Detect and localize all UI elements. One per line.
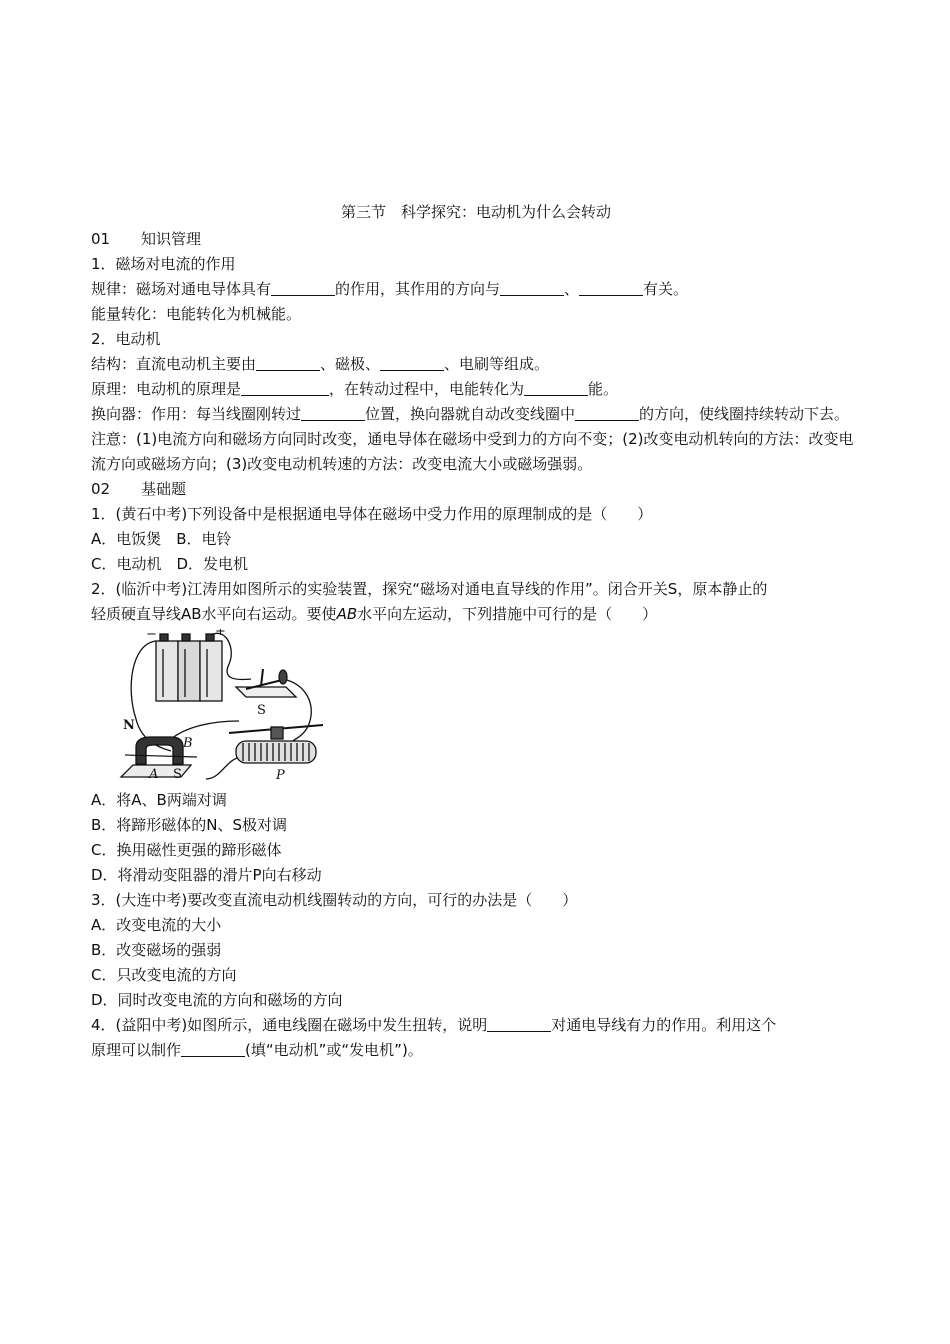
knowledge-2-commutator — [91, 402, 861, 427]
slider-p-label: P — [276, 768, 285, 783]
fill-blank — [500, 279, 564, 296]
question-3-option-a: A．改变电流的大小 — [91, 916, 222, 934]
text-segment: 水平向左运动，下列措施中可行的是（ ） — [357, 605, 658, 623]
text-segment: 原理可以制作 — [91, 1041, 182, 1059]
section-number: 02 — [91, 480, 111, 498]
text-segment: 、电刷等组成。 — [444, 355, 550, 373]
section-basic-header — [91, 477, 861, 502]
question-2-stem-line1: 2．(临沂中考)江涛用如图所示的实验装置，探究“磁场对通电直导线的作用”。闭合开关S，原本静止的 — [91, 580, 768, 598]
text-segment: 有关。 — [643, 280, 689, 298]
question-2-stem-line2 — [91, 602, 861, 627]
fill-blank — [575, 404, 639, 421]
battery-pack — [156, 634, 222, 701]
text-segment: 换向器：作用：每当线圈刚转过 — [91, 405, 302, 423]
section-number: 01 — [91, 230, 111, 248]
battery-positive-label: + — [215, 629, 226, 639]
fill-blank — [579, 279, 643, 296]
fill-blank — [256, 354, 320, 371]
knowledge-2-note: 注意：(1)电流方向和磁场方向同时改变，通电导体在磁场中受到力的方向不变；(2)改变电动机转向的方法：改变电流方向或磁场方向；(3)改变电动机转速的方法：改变电流大小或磁场强弱。 — [91, 430, 854, 473]
text-segment: 原理：电动机的原理是 — [91, 380, 242, 398]
question-1-options-row2: C．电动机 D．发电机 — [91, 555, 249, 573]
text-segment: 、磁极、 — [320, 355, 381, 373]
experiment-apparatus-figure — [111, 629, 371, 784]
question-4-stem-line1 — [91, 1013, 861, 1038]
text-segment: 4．(益阳中考)如图所示，通电线圈在磁场中发生扭转，说明 — [91, 1016, 488, 1034]
switch-label: S — [257, 703, 266, 718]
magnet-south-label: S — [173, 767, 182, 782]
document-content — [91, 200, 861, 1063]
text-segment: 的方向，使线圈持续转动下去。 — [639, 405, 850, 423]
magnet-north-label: N — [123, 718, 135, 733]
text-segment: 规律：磁场对通电导体具有 — [91, 280, 272, 298]
question-1-stem: 1．(黄石中考)下列设备中是根据通电导体在磁场中受力作用的原理制成的是（ ） — [91, 505, 653, 523]
section-label: 知识管理 — [141, 230, 202, 248]
section-label: 基础题 — [141, 480, 187, 498]
question-2-option-d: D．将滑动变阻器的滑片P向右移动 — [91, 866, 322, 884]
text-segment: 位置，换向器就自动改变线圈中 — [365, 405, 576, 423]
fill-blank — [301, 404, 365, 421]
wire — [171, 721, 239, 739]
fill-blank — [524, 379, 588, 396]
knowledge-1-heading: 1．磁场对电流的作用 — [91, 255, 236, 273]
question-3-stem: 3．(大连中考)要改变直流电动机线圈转动的方向，可行的办法是（ ） — [91, 891, 578, 909]
question-3-option-b: B．改变磁场的强弱 — [91, 941, 222, 959]
fill-blank — [487, 1015, 551, 1032]
page-title: 第三节 科学探究：电动机为什么会转动 — [340, 203, 611, 221]
text-segment: (填“电动机”或“发电机”)。 — [245, 1041, 423, 1059]
text-segment: 结构：直流电动机主要由 — [91, 355, 257, 373]
text-segment: AB — [336, 605, 358, 623]
wire-end-a-label: A — [149, 767, 159, 782]
text-segment: 、 — [564, 280, 580, 298]
text-segment: 能。 — [588, 380, 619, 398]
fill-blank — [241, 379, 329, 396]
knowledge-1-rule — [91, 277, 861, 302]
rheostat — [229, 725, 323, 763]
wire — [206, 757, 241, 779]
fill-blank — [271, 279, 335, 296]
section-knowledge-header — [91, 227, 861, 252]
battery-negative-label: − — [146, 629, 157, 642]
question-1-options-row1: A．电饭煲 B．电铃 — [91, 530, 232, 548]
wire-end-b-label: B — [183, 736, 193, 751]
question-4-stem-line2 — [91, 1038, 861, 1063]
question-3-option-c: C．只改变电流的方向 — [91, 966, 237, 984]
fill-blank — [380, 354, 444, 371]
knowledge-2-heading: 2．电动机 — [91, 330, 161, 348]
question-2-option-b: B．将蹄形磁体的N、S极对调 — [91, 816, 288, 834]
text-segment: 轻质硬直导线AB水平向右运动。要使 — [91, 605, 337, 623]
question-2-option-c: C．换用磁性更强的蹄形磁体 — [91, 841, 282, 859]
knowledge-1-energy: 能量转化：电能转化为机械能。 — [91, 305, 302, 323]
knowledge-2-structure — [91, 352, 861, 377]
fill-blank — [181, 1040, 245, 1057]
knowledge-2-principle — [91, 377, 861, 402]
text-segment: 的作用，其作用的方向与 — [335, 280, 501, 298]
question-2-option-a: A．将A、B两端对调 — [91, 791, 227, 809]
question-3-option-d: D．同时改变电流的方向和磁场的方向 — [91, 991, 343, 1009]
knife-switch — [236, 669, 296, 697]
text-segment: 对通电导线有力的作用。利用这个 — [551, 1016, 777, 1034]
text-segment: ，在转动过程中，电能转化为 — [329, 380, 525, 398]
